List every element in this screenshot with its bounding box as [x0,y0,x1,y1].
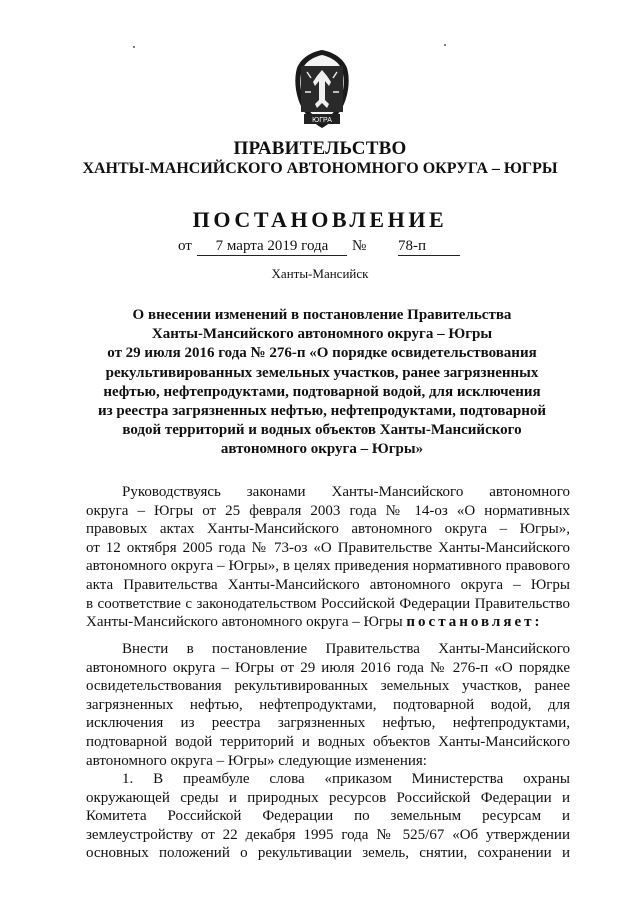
text-line [86,826,570,845]
document-title [86,306,558,460]
title-line: от 29 июля 2016 года № 276-п «О порядке освидетельствования [107,345,537,362]
date-number-line [0,238,640,258]
title-line: Ханты-Мансийского автономного округа – Югры [151,326,493,343]
text-line [86,659,570,678]
text-line-content: подтоварной водой территорий и водных объектов Ханты-Мансийского [86,733,570,750]
text-line [86,752,570,771]
text-line [86,595,570,614]
government-title: ПРАВИТЕЛЬСТВО [233,138,407,159]
coat-of-arms-icon [291,48,353,130]
text-line-content: автономного округа – Югры», в целях приведения нормативного правового [86,558,570,575]
text-line [86,576,570,595]
paragraph-preamble [86,483,570,632]
government-subtitle: ХАНТЫ-МАНСИЙСКОГО АВТОНОМНОГО ОКРУГА – ЮГРЫ [82,160,558,177]
text-line-content: исключения из реестра загрязненных нефтью, нефтепродуктами, [86,715,570,732]
title-line: О внесении изменений в постановление Правительства [132,307,512,323]
text-line-content: Комитета Российской Федерации по земельным ресурсам и [86,808,570,825]
text-line-content: Внести в постановление Правительства Ханты-Мансийского [122,641,570,657]
text-line-content: 1. В преамбуле слова «приказом Министерства охраны [122,771,570,787]
text-line [86,770,570,789]
text-line-content: от 12 октября 2005 года № 73-оз «О Правительстве Ханты-Мансийского [86,539,570,556]
text-line [86,502,570,521]
text-line [86,557,570,576]
title-line: из реестра загрязненных нефтью, нефтепродуктами, подтоварной [98,403,546,420]
text-line-content: в соответствие с законодательством Российской Федерации Правительство [86,595,570,612]
text-line [86,520,570,539]
text-line [86,807,570,826]
document-date: 7 марта 2019 года [197,238,347,256]
text-line-content: землеустройству от 22 декабря 1995 года № 525/67 «Об утверждении [86,826,570,843]
city-name: Ханты-Мансийск [271,266,369,281]
text-line [86,789,570,808]
text-line-content: правовых актах Ханты-Мансийского автономного округа – Югры», [86,521,570,538]
text-line [86,714,570,733]
text-line-content: основных положений о рекультивации земель, снятии, сохранении и [86,845,570,862]
number-prefix: № [352,238,367,254]
text-line-content: автономного округа – Югры» следующие изменения: [86,752,427,769]
text-line [86,844,570,863]
text-line [86,696,570,715]
text-line-content: загрязненных нефтью, нефтепродуктами, подтоварной водой, для [86,696,570,713]
text-line [86,733,570,752]
emblem-label: ЮГРА [312,117,332,124]
title-line: нефтью, нефтепродуктами, подтоварной водой, для исключения [103,383,541,400]
text-line-content: округа – Югры от 25 февраля 2003 года № 14-оз «О нормативных [86,502,570,519]
paragraph-item-1 [86,770,570,863]
text-line-content: освидетельствования рекультивированных земельных участков, ранее [86,678,570,695]
scan-speck [133,46,135,48]
date-prefix: от [178,238,192,254]
text-line-content: Руководствуясь законами Ханты-Мансийского автономного [122,484,570,500]
text-line [86,640,570,659]
text-line [86,613,570,632]
document-number: 78-п [398,238,460,256]
text-line [86,539,570,558]
resolution-keyword: постановляет: [406,614,543,631]
text-line-content: автономного округа – Югры от 29 июля 2016 года № 276-п «О порядке [86,659,570,676]
text-line [86,677,570,696]
title-line: водой территорий и водных объектов Ханты-Мансийского [122,422,522,439]
document-type: ПОСТАНОВЛЕНИЕ [192,207,448,232]
scan-speck [444,44,446,46]
text-line-content: окружающей среды и природных ресурсов Российской Федерации и [86,789,570,806]
title-line: автономного округа – Югры» [220,441,424,458]
text-line-content: Ханты-Мансийского автономного округа – Югры [86,614,403,631]
paragraph-main [86,640,570,770]
text-line-content: акта Правительства Ханты-Мансийского автономного округа – Югры [86,576,570,593]
text-line [86,483,570,502]
title-line: рекультивированных земельных участков, ранее загрязненных [105,364,539,381]
